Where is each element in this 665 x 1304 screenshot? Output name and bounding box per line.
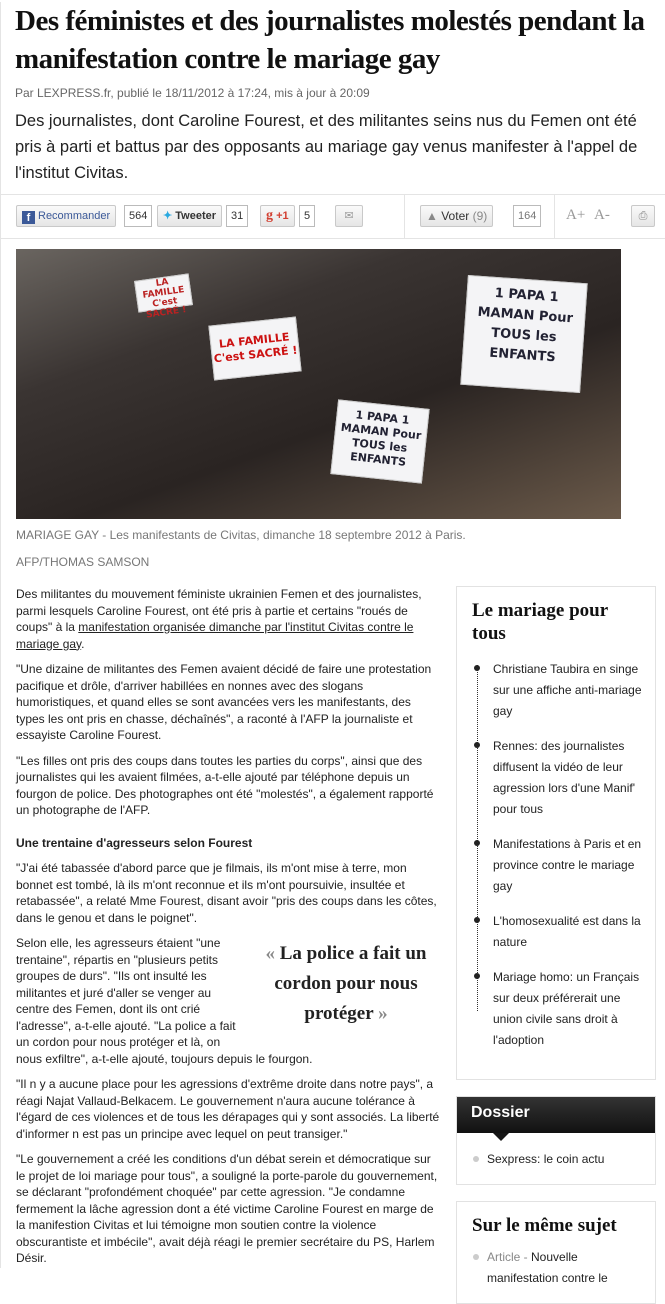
gplus-count: 5	[299, 205, 315, 227]
comments-count-button[interactable]: 164	[513, 205, 541, 227]
article-body	[16, 586, 441, 1276]
photo-credit: AFP/THOMAS SAMSON	[16, 555, 150, 569]
twitter-count: 31	[226, 205, 248, 227]
paragraph: "Une dizaine de militantes des Femen avaient décidé de faire une protestation pacifique et drôle, d'arriver habillées en nonnes avec des slogans humoristiques, et quand elles se sont avancées vers les manifestants, des types les ont pris en chasse, déchaînés", a raconté à l'AFP la journaliste et essayiste Caroline Fourest.	[16, 662, 432, 742]
article-lead: Des journalistes, dont Caroline Fourest, et des militantes seins nus du Femen ont été pris à parti et battus par des opposants au mariage gay venus manifester à l'appel de l'institut Civitas.	[15, 112, 638, 182]
twitter-bird-icon: ✦	[163, 210, 176, 222]
pull-quote: « La police a fait un cordon pour nous protéger »	[265, 943, 427, 1024]
facebook-icon: f	[22, 211, 35, 224]
timeline-box	[456, 586, 656, 1080]
photo-sign: LA FAMILLE C'est SACRÉ !	[208, 317, 301, 381]
photo-sign: 1 PAPA 1 MAMAN Pour TOUS les ENFANTS	[460, 275, 587, 393]
timeline-item[interactable]: Rennes: des journalistes diffusent la vidéo de leur agression lors d'une Manif' pour tous	[493, 736, 645, 820]
timeline-item[interactable]: L'homosexualité est dans la nature	[493, 911, 645, 953]
photo-sign: 1 PAPA 1 MAMAN Pour TOUS les ENFANTS	[330, 399, 429, 483]
thumbs-up-icon: ▲	[426, 209, 442, 223]
gplus-button[interactable]: g +1	[260, 205, 295, 227]
paragraph: "Il n y a aucune place pour les agressions d'extrême droite dans notre pays", a réagi Najat Vallaud-Belkacem. Le gouvernement n'aura aucune tolérance à l'égard de ces violences et de tous les dérapages qui y sont associés. La liberté d'informer n est pas un principe avec lequel on peut transiger."	[16, 1077, 440, 1141]
font-decrease-button[interactable]: A-	[594, 207, 610, 223]
paragraph: Des militantes du mouvement féministe ukrainien Femen et des journalistes, parmi lesquels Caroline Fourest, ont été pris à partie et certains "roués de coups" à la manifestation organisée dimanche par l'institut Civitas contre le mariage gay.	[16, 587, 422, 651]
facebook-recommend-button[interactable]: f Recommander	[16, 205, 116, 227]
paragraph: "J'ai été tabassée d'abord parce que je filmais, ils m'ont mise à terre, mon bonnet est tombé, là ils m'ont reconnue et ils m'ont poursuivie, insultée et retabassée", a relaté Mme Fourest, disant avoir "pris des coups dans les côtes, dans le genou et dans le poignet".	[16, 861, 437, 925]
print-button[interactable]	[631, 205, 655, 227]
email-button[interactable]	[335, 205, 363, 227]
paragraph: "Les filles ont pris des coups dans toutes les parties du corps", ainsi que des journalistes qui les avaient filmées, a-t-elle ajouté par téléphone depuis un fourgon de police. Des photographes ont été "molestés", a également rapporté un photographe de l'AFP.	[16, 753, 434, 817]
dossier-title: Dossier	[457, 1097, 655, 1133]
timeline-list	[457, 659, 655, 1051]
printer-icon: ⎙	[638, 210, 648, 222]
byline: Par LEXPRESS.fr, publié le 18/11/2012 à 17:24, mis à jour à 20:09	[15, 86, 370, 100]
content-columns	[1, 586, 665, 1304]
dossier-item[interactable]: Sexpress: le coin actu	[487, 1149, 645, 1170]
article-photo	[16, 249, 621, 519]
article-title: Des féministes et des journalistes molestés pendant la manifestation contre le mariage gay	[15, 5, 645, 75]
sidebar	[456, 586, 656, 1304]
share-toolbar	[1, 194, 665, 239]
subheading: Une trentaine d'agresseurs selon Fourest	[16, 835, 253, 850]
font-increase-button[interactable]: A+	[566, 207, 586, 223]
timeline-item[interactable]: Manifestations à Paris et en province contre le mariage gay	[493, 834, 645, 897]
related-title: Sur le même sujet	[472, 1215, 617, 1236]
envelope-icon: ✉	[344, 210, 354, 222]
civitas-article-link[interactable]: manifestation organisée dimanche par l'institut Civitas contre le mariage gay	[16, 620, 414, 651]
photo-caption: MARIAGE GAY - Les manifestants de Civitas, dimanche 18 septembre 2012 à Paris.	[16, 528, 466, 542]
timeline-item[interactable]: Mariage homo: un Français sur deux préférerait une union civile sans droit à l'adoption	[493, 967, 645, 1051]
paragraph: Selon elle, les agresseurs étaient "une trentaine", répartis en "plusieurs petits groupes de durs". "Ils ont insulté les militantes et juré d'aller se venger au centre des Femen, dont ils ont crié l'adresse", a-t-elle ajouté. "La police a fait un cordon pour nous protéger et là, on nous exfiltre", a-t-elle ajouté, toujours depuis le fourgon.	[16, 936, 313, 1066]
gplus-icon: g	[266, 208, 273, 223]
photo-sign: LA FAMILLE C'est SACRÉ !	[134, 273, 193, 312]
facebook-count: 564	[124, 205, 152, 227]
paragraph: "Le gouvernement a créé les conditions d'un débat serein et démocratique sur le projet de loi mariage pour tous", a souligné la porte-parole du gouvernement, se déclarant "profondément choquée" par cette agression. "Je condamne fermement la lâche agression dont a été victime Caroline Fourest en marge de la manifestion Civitas et lui témoigne mon soutien contre la violence obscurantiste et imbécile", avait déjà réagi le premier secrétaire du PS, Harlem Désir.	[16, 1152, 438, 1265]
timeline-item[interactable]: Christiane Taubira en singe sur une affiche anti-mariage gay	[493, 659, 645, 722]
related-box	[456, 1201, 656, 1304]
vote-button[interactable]: ▲ Voter (9)	[420, 205, 493, 227]
tweet-button[interactable]: ✦ Tweeter	[157, 205, 222, 227]
article-header	[1, 2, 665, 186]
dossier-box	[456, 1096, 656, 1185]
timeline-title: Le mariage pour tous	[472, 600, 608, 644]
related-item[interactable]: Article - Nouvelle manifestation contre le	[487, 1247, 645, 1289]
